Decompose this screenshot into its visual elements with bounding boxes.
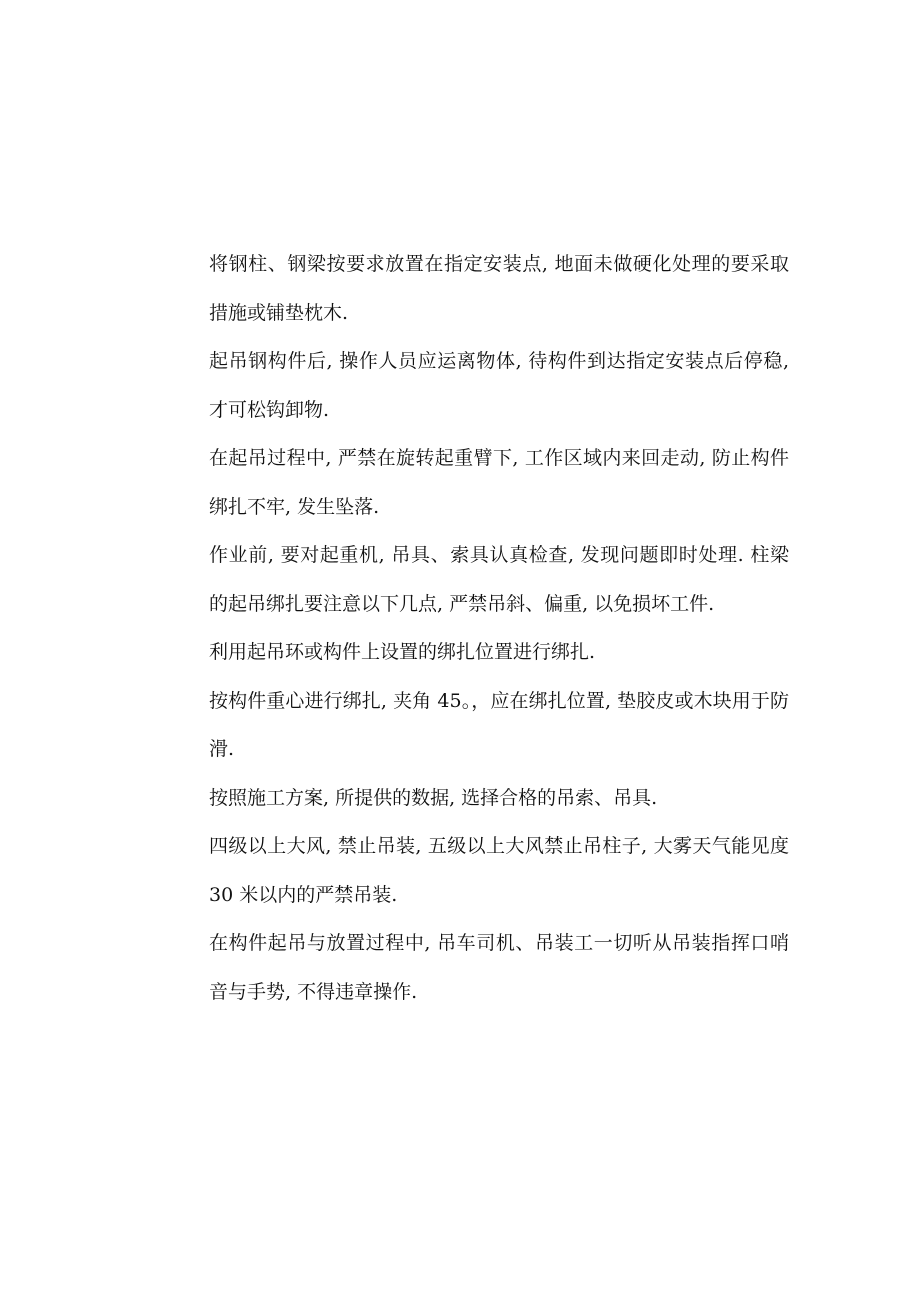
paragraph-4: 作业前, 要对起重机, 吊具、索具认真检查, 发现问题即时处理. 柱梁的起吊绑扎要注意以下几点, 严禁吊斜、偏重, 以免损坏工件. bbox=[209, 544, 789, 615]
paragraph-2: 起吊钢构件后, 操作人员应运离物体, 待构件到达指定安装点后停稳, 才可松钩卸物. bbox=[209, 350, 789, 421]
paragraph-5: 利用起吊环或构件上设置的绑扎位置进行绑扎. bbox=[209, 641, 596, 663]
paragraph-3: 在起吊过程中, 严禁在旋转起重臂下, 工作区域内来回走动, 防止构件绑扎不牢, 发生坠落. bbox=[209, 447, 789, 518]
paragraph-1: 将钢柱、钢梁按要求放置在指定安装点, 地面未做硬化处理的要采取措施或铺垫枕木. bbox=[209, 253, 789, 324]
paragraph-9: 在构件起吊与放置过程中, 吊车司机、吊装工一切听从吊装指挥口哨音与手势, 不得违章操作. bbox=[209, 932, 789, 1003]
paragraph-7: 按照施工方案, 所提供的数据, 选择合格的吊索、吊具. bbox=[209, 786, 658, 809]
document-body bbox=[209, 240, 789, 1016]
paragraph-8: 四级以上大风, 禁止吊装, 五级以上大风禁止吊柱子, 大雾天气能见度 30 米以内的严禁吊装. bbox=[209, 835, 789, 906]
paragraph-6: 按构件重心进行绑扎, 夹角 45。，应在绑扎位置, 垫胶皮或木块用于防滑. bbox=[209, 689, 789, 760]
